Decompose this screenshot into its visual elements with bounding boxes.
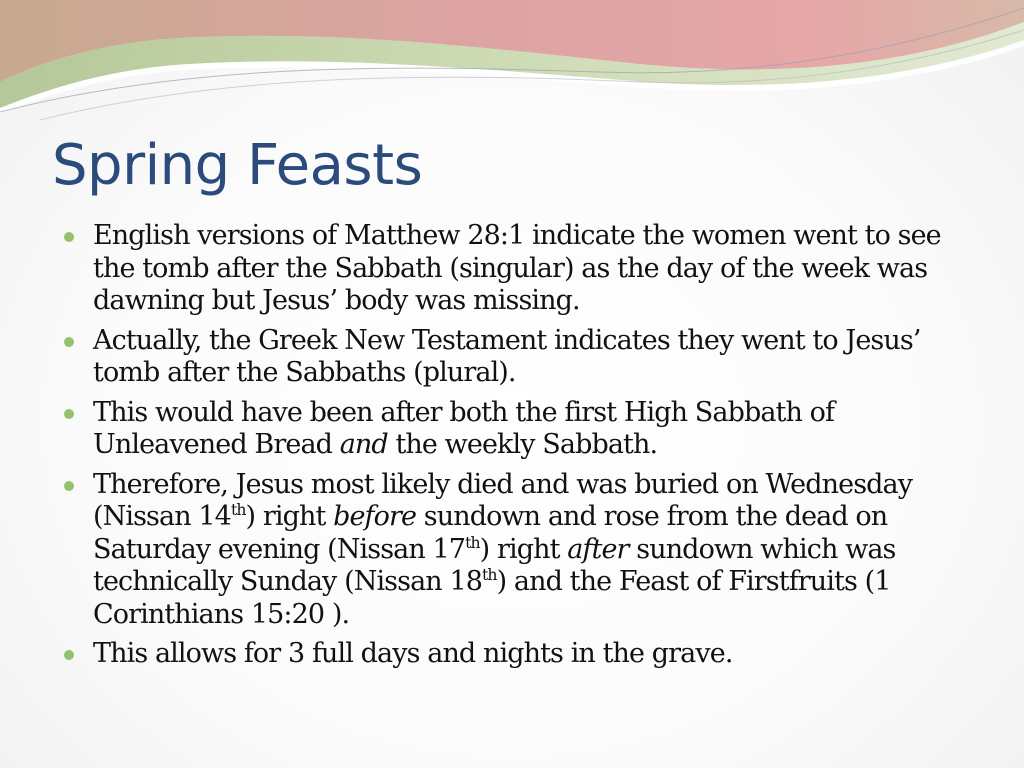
bullet-dot-icon	[64, 650, 74, 660]
bullet-item	[62, 469, 962, 632]
bullet-emphasis: and	[339, 429, 388, 460]
bullet-dot-icon	[64, 337, 74, 347]
slide-title: Spring Feasts	[52, 133, 423, 198]
bullet-item	[62, 397, 962, 462]
bullet-emphasis: after	[567, 533, 629, 565]
bullet-text: ) and the Feast of Firstfruits (1 Corinthians 15:20 ).	[93, 566, 891, 630]
bullet-text: English versions of Matthew 28:1 indicate the women went to see the tomb after the Sabbath (singular) as the day of the week was dawning but Jesus’ body was missing.	[93, 220, 941, 316]
bullet-list	[62, 220, 962, 678]
bullet-emphasis: before	[333, 501, 417, 532]
bullet-item	[62, 638, 962, 671]
bullet-text: the weekly Sabbath.	[387, 429, 658, 460]
bullet-text: This allows for 3 full days and nights in the grave.	[93, 638, 733, 669]
decorative-swoosh-header	[0, 0, 1024, 130]
bullet-dot-icon	[64, 481, 74, 491]
bullet-text: ) right	[245, 501, 334, 532]
ordinal-superscript: th	[465, 532, 480, 552]
bullet-text: This would have been after both the first High Sabbath of Unleavened Bread	[93, 396, 835, 460]
bullet-dot-icon	[64, 409, 74, 419]
bullet-text: ) right	[479, 533, 568, 565]
ordinal-superscript: th	[482, 565, 497, 584]
ordinal-superscript: th	[230, 500, 246, 519]
bullet-dot-icon	[64, 232, 74, 242]
bullet-text: Therefore, Jesus most likely died and was buried on Wednesday (Nissan 14	[93, 468, 913, 532]
bullet-text: sundown and rose from the dead on Saturday evening (Nissan 17	[93, 501, 888, 565]
bullet-text: Actually, the Greek New Testament indicates they went to Jesus’ tomb after the Sabbaths (plural).	[93, 324, 921, 388]
bullet-item	[62, 220, 962, 318]
bullet-text: sundown which was technically Sunday (Nissan 18	[93, 533, 896, 597]
bullet-item	[62, 325, 962, 390]
